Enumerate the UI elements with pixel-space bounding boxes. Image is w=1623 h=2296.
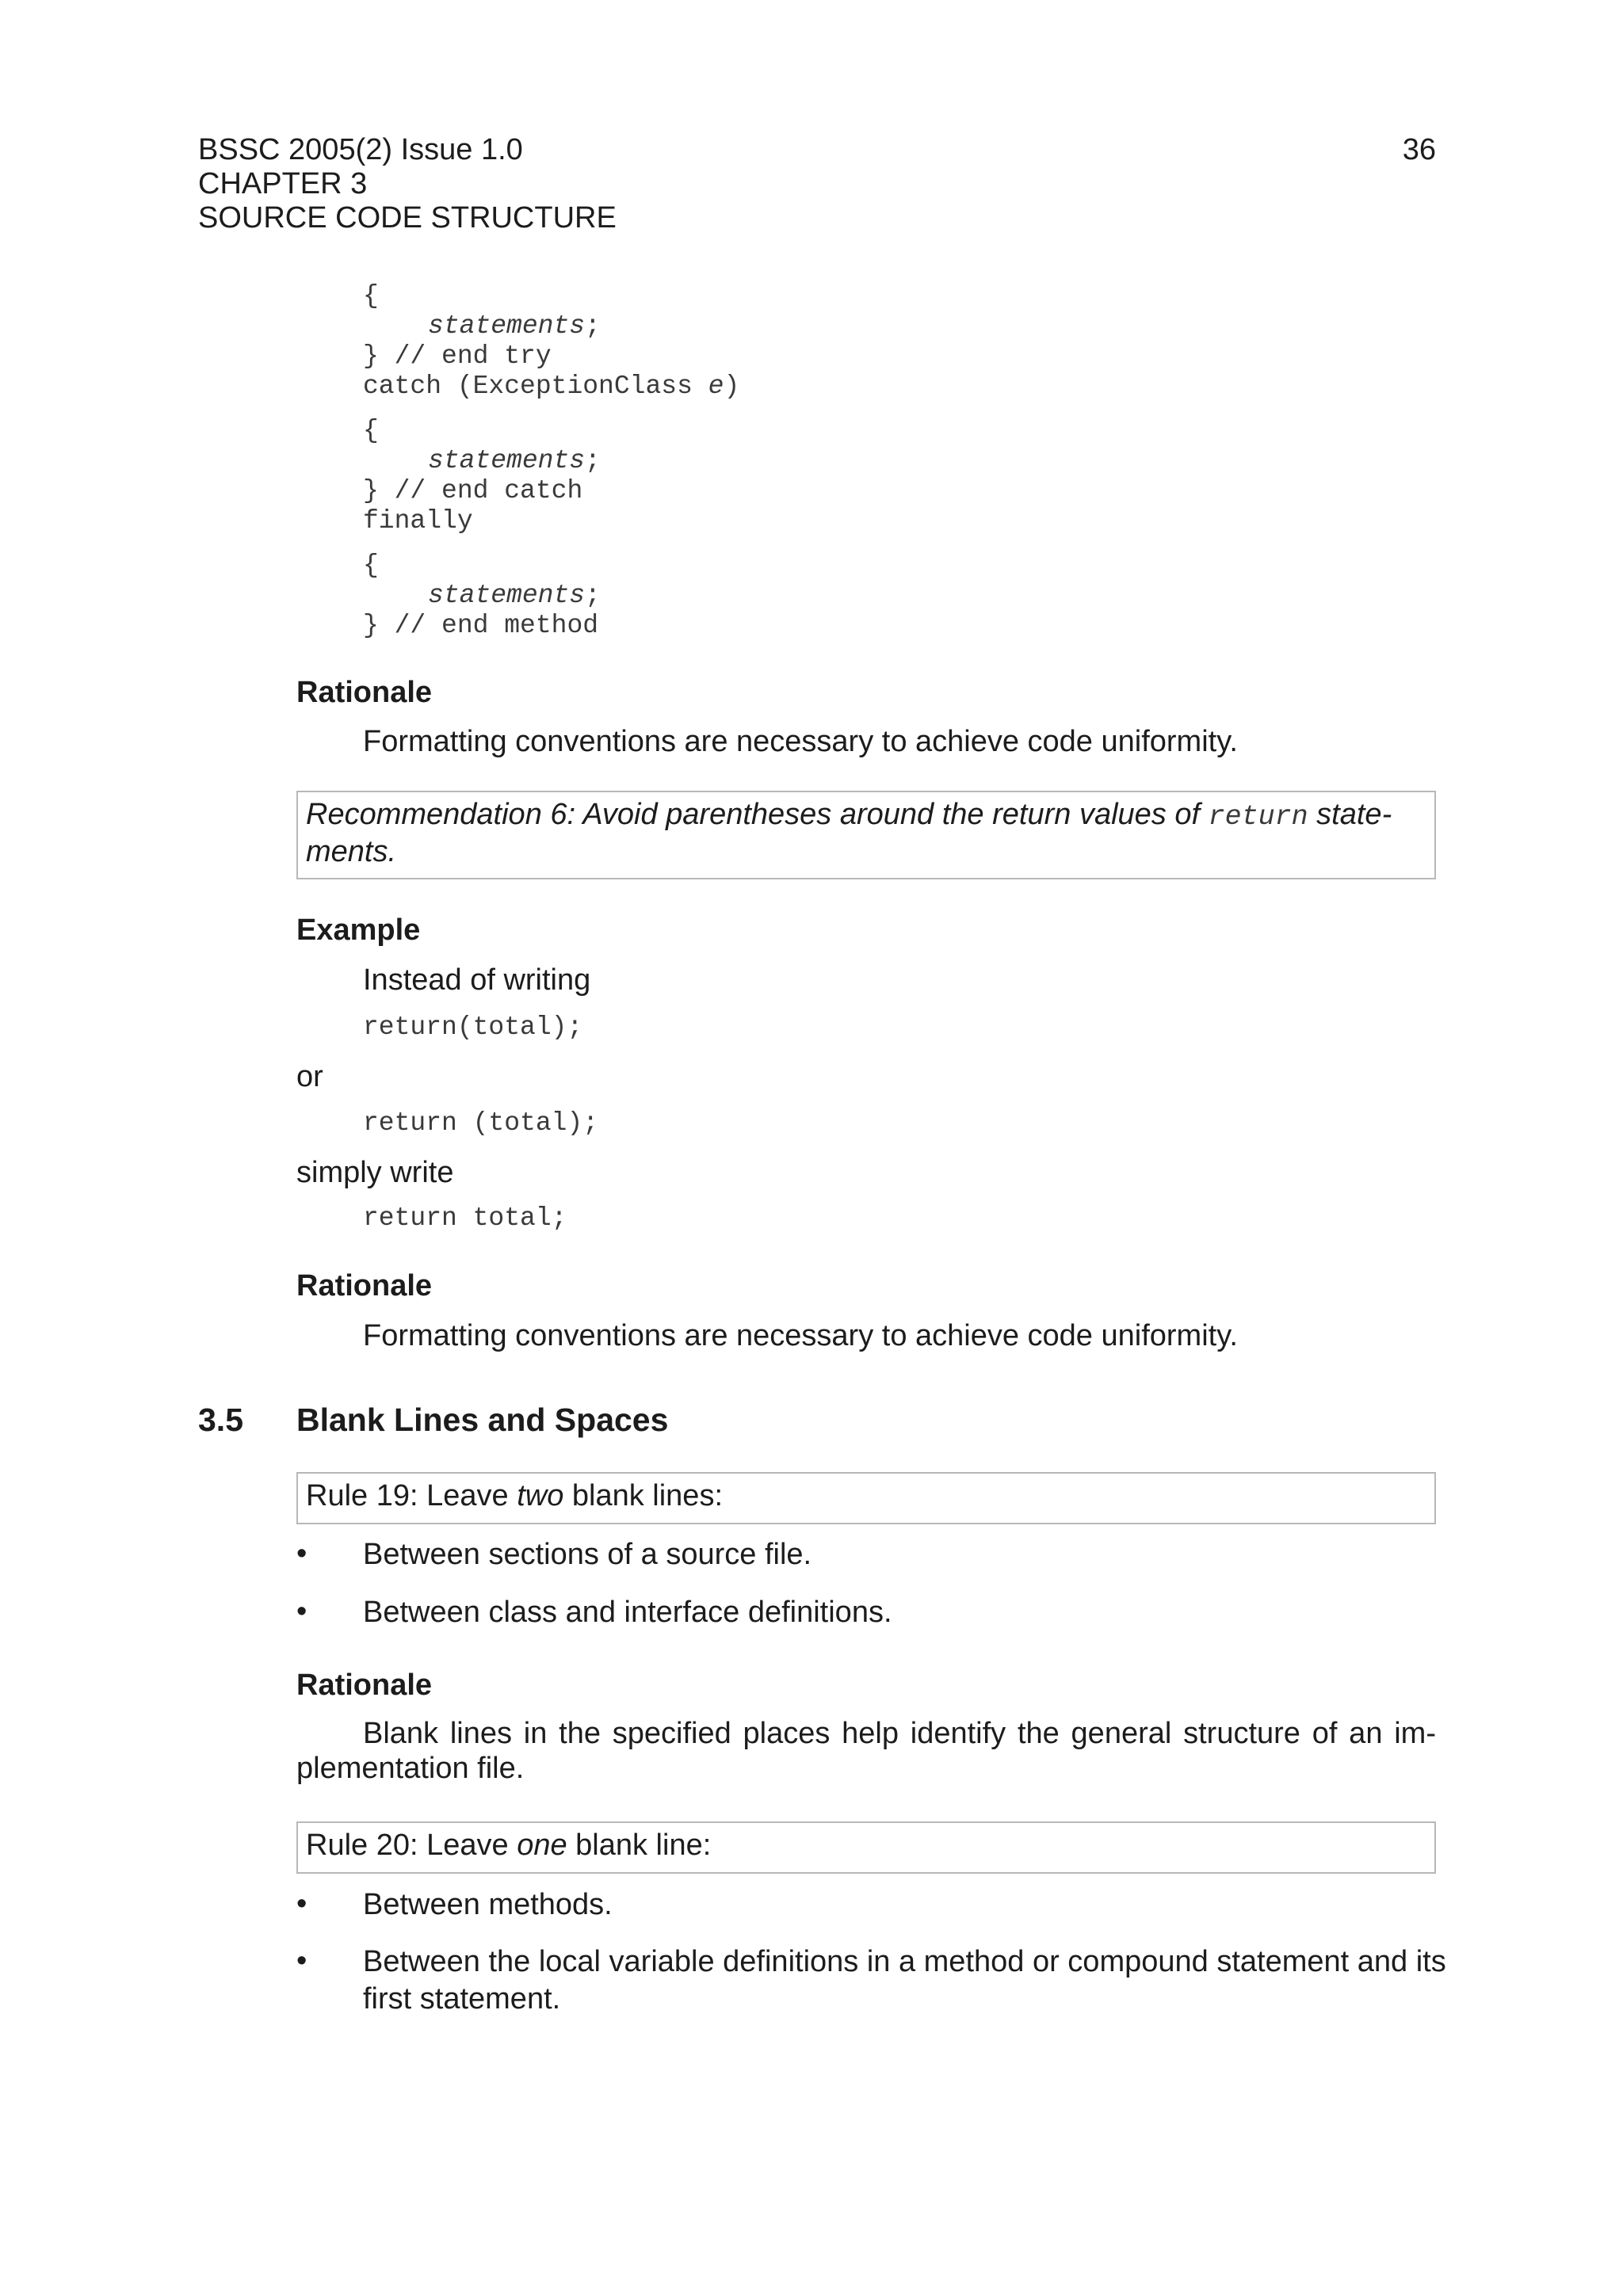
list-item: Between class and interface definitions. — [363, 1596, 892, 1629]
code-line: { — [363, 416, 379, 445]
rationale-heading: Rationale — [296, 1269, 433, 1302]
bullet-icon: • — [296, 1595, 307, 1628]
rule-19-box: Rule 19: Leave two blank lines: — [296, 1472, 1436, 1524]
rationale-text-line1: Blank lines in the specified places help identify the general structure of an im- — [363, 1717, 1436, 1750]
list-item: Between methods. — [363, 1888, 613, 1921]
section-title: Blank Lines and Spaces — [296, 1402, 669, 1438]
rationale-text-line2: plementation file. — [296, 1752, 525, 1785]
code-line: catch (ExceptionClass e) — [363, 372, 740, 401]
code-line: { — [363, 551, 379, 580]
running-header — [198, 133, 617, 235]
code-line: { — [363, 281, 379, 311]
bullet-icon: • — [296, 1887, 307, 1920]
list-item: Between the local variable definitions in a method or compound statement and its first statement. — [363, 1945, 1446, 2016]
example-code-3: return total; — [363, 1203, 567, 1233]
example-code-1: return(total); — [363, 1013, 583, 1042]
recommendation-6-line1: Recommendation 6: Avoid parentheses around the return values of return state- — [306, 798, 1392, 833]
rule-20-box: Rule 20: Leave one blank line: — [296, 1821, 1436, 1874]
code-line: statements; — [428, 446, 601, 475]
bullet-icon: • — [296, 1944, 307, 1978]
inline-code-return: return — [1208, 801, 1308, 833]
rationale-heading: Rationale — [296, 676, 433, 709]
header-document-id: BSSC 2005(2) Issue 1.0 — [198, 133, 523, 166]
code-block-try-catch — [363, 281, 739, 641]
header-chapter-title: SOURCE CODE STRUCTURE — [198, 201, 617, 235]
example-heading: Example — [296, 913, 421, 947]
code-line: } // end try — [363, 341, 552, 371]
header-chapter: CHAPTER 3 — [198, 167, 368, 200]
code-line: } // end catch — [363, 476, 583, 505]
recommendation-6-line2: ments. — [306, 835, 397, 868]
list-item: Between sections of a source file. — [363, 1538, 812, 1571]
rationale-text: Formatting conventions are necessary to achieve code uniformity. — [363, 725, 1238, 758]
rationale-text: Formatting conventions are necessary to achieve code uniformity. — [363, 1319, 1238, 1352]
example-or: or — [296, 1060, 323, 1093]
example-code-2: return (total); — [363, 1108, 599, 1138]
code-line: } // end method — [363, 611, 599, 640]
example-intro: Instead of writing — [363, 963, 591, 997]
code-line: finally — [363, 506, 473, 536]
code-line: statements; — [428, 581, 601, 610]
bullet-icon: • — [296, 1537, 307, 1570]
example-simply-write: simply write — [296, 1156, 454, 1189]
rationale-heading: Rationale — [296, 1669, 433, 1702]
code-line: statements; — [428, 311, 601, 341]
page-number: 36 — [1402, 133, 1436, 166]
recommendation-6-box — [296, 791, 1436, 879]
section-number: 3.5 — [198, 1402, 243, 1438]
rationale-text — [296, 1716, 1436, 1786]
